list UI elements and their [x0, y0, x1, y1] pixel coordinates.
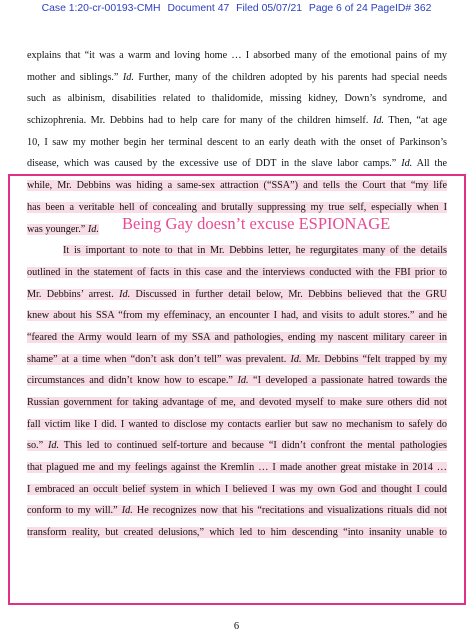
page-number: 6	[233, 621, 240, 632]
text-line: so.” Id. This led to continued self-torture and because “I didn’t confront the mental pathologies	[27, 440, 447, 452]
text-line: disease, which was caused by the excessive use of DDT in the slave labor camps.” Id. All the	[27, 158, 447, 170]
text-line: 10, I saw my mother begin her terminal descent to an early death with the onset of Parkinson’s	[27, 136, 447, 148]
text-line: conform to my will.” Id. He recognizes now that his “recitations and visualizations rituals did not	[27, 505, 448, 517]
text-line: that plagued me and my feelings against the Kremlin … I made another great mistake in 2014 …	[27, 462, 447, 474]
text-line: “feared the Army would learn of my SSA and pathologies, ending my nascent military career in	[27, 331, 447, 343]
case-header	[0, 3, 473, 14]
text-line: mother and siblings.” Id. Further, many of the children adopted by his parents had special needs	[27, 71, 447, 83]
text-line: I embraced an occult belief system in which I believed I was my own God and thought I could	[27, 483, 447, 495]
text-line: Russian government for taking advantage of me, and devoted myself to make sure others did not	[27, 397, 447, 408]
text-line: transform reality, but created delusions,” which led to him descending “into insanity unable to	[27, 527, 447, 539]
text-line: shame” at a time when “don’t ask don’t tell” was prevalent. Id. Mr. Debbins “felt trapped by my	[27, 353, 447, 365]
case-number: Case 1:20-cr-00193-CMH	[41, 3, 161, 14]
document-body	[27, 45, 447, 544]
text-line: It is important to note to that in Mr. Debbins letter, he regurgitates many of the details	[63, 245, 447, 257]
text-line: such as albinism, disabilities related to thalidomide, missing kidney, Down’s syndrome, and	[27, 93, 447, 105]
page-info: Page 6 of 24 PageID# 362	[308, 3, 432, 14]
text-line: has been a veritable hell of concealing and brutally suppressing my true self, especially when I	[27, 201, 447, 213]
text-line: outlined in the statement of facts in this case and the interviews conducted with the FBI prior to	[27, 266, 447, 278]
annotation-text: Being Gay doesn’t excuse ESPIONAGE	[122, 214, 391, 233]
document-number: Document 47	[167, 3, 230, 14]
text-line: circumstances and didn’t know how to escape.” Id. “I developed a passionate hatred towards the	[27, 375, 448, 387]
text-line: was younger.” Id.	[27, 223, 99, 235]
text-line: explains that “it was a warm and loving home … I absorbed many of the emotional pains of my	[27, 50, 447, 61]
text-line: fall victim like I did. I wanted to disclose my contacts earlier but saw no mechanism to safely do	[27, 418, 447, 430]
text-line: knew about his SSA “from my effeminacy, an encounter I had, and visits to adult stores.” and he	[27, 310, 447, 322]
text-line: Mr. Debbins’ arrest. Id. Discussed in further detail below, Mr. Debbins believed that the GRU	[27, 288, 447, 300]
text-line: while, Mr. Debbins was hiding a same-sex attraction (“SSA”) and tells the Court that “my life	[27, 180, 447, 192]
filed-date: Filed 05/07/21	[236, 3, 303, 14]
text-line: schizophrenia. Mr. Debbins had to help care for many of the children himself. Id. Then, “at age	[27, 115, 447, 127]
